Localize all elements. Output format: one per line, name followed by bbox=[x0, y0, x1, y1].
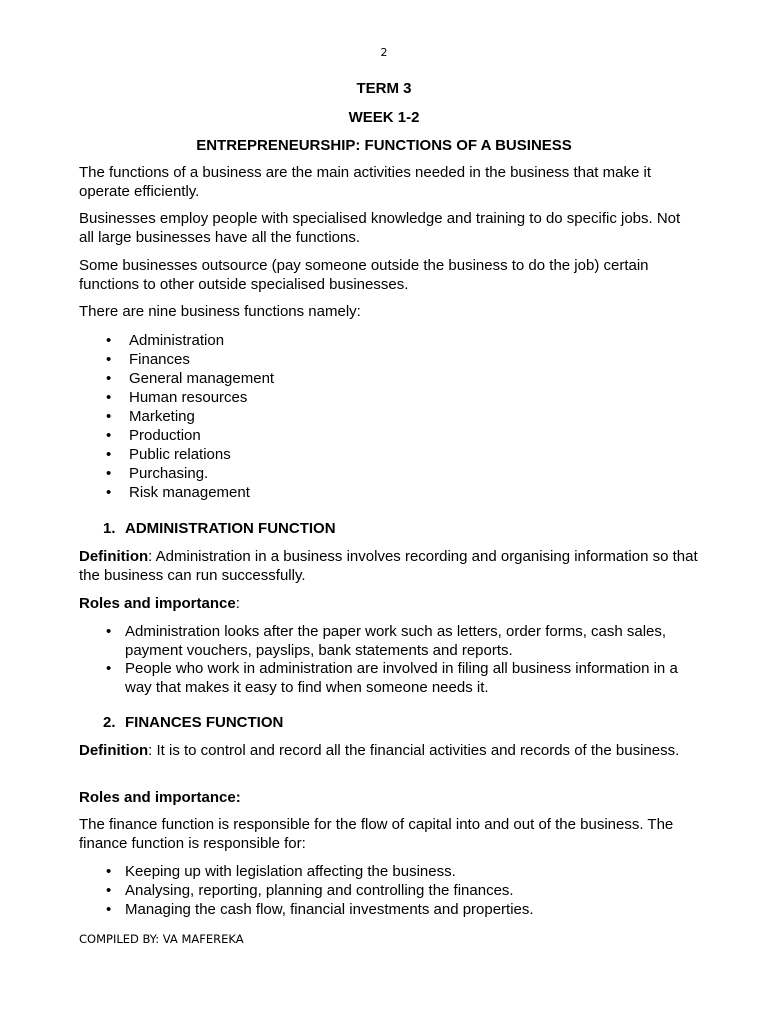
bullet-icon: • bbox=[106, 465, 112, 482]
list-item: • Administration bbox=[106, 332, 225, 349]
bullet-icon: • bbox=[106, 332, 112, 349]
bullet-icon: • bbox=[106, 446, 112, 463]
week-heading: WEEK 1-2 bbox=[348, 109, 420, 126]
bullet-icon: • bbox=[106, 408, 112, 425]
roles-label: Roles and importance: bbox=[79, 789, 241, 806]
list-item: • Analysing, reporting, planning and controlling the finances. bbox=[106, 882, 514, 899]
list-item: • Keeping up with legislation affecting the business. bbox=[106, 863, 456, 880]
definition-text: : It is to control and record all the financial activities and records of the business. bbox=[148, 742, 680, 759]
bullet-icon: • bbox=[106, 427, 112, 444]
bullet-icon: • bbox=[106, 882, 112, 899]
bullet-icon: • bbox=[106, 863, 112, 880]
finances-roles-heading bbox=[79, 789, 699, 808]
definition-label: Definition bbox=[79, 742, 149, 759]
intro-paragraph-1: The functions of a business are the main activities needed in the business that make it operate efficiently. bbox=[79, 164, 651, 200]
list-item: • Risk management bbox=[106, 484, 250, 501]
functions-list bbox=[106, 331, 275, 502]
intro-paragraph-4: There are nine business functions namely: bbox=[79, 303, 361, 320]
list-item: • Human resources bbox=[106, 389, 248, 406]
list-item: • People who work in administration are involved in filing all business information in a way that makes it easy to find when someone needs it. bbox=[106, 660, 678, 696]
bullet-icon: • bbox=[106, 660, 112, 677]
list-item: • Finances bbox=[106, 351, 190, 368]
administration-definition bbox=[79, 548, 699, 585]
list-item: • Managing the cash flow, financial investments and properties. bbox=[106, 901, 534, 918]
bullet-icon: • bbox=[106, 623, 112, 640]
page-number: 2 bbox=[380, 46, 388, 59]
roles-label: Roles and importance bbox=[79, 595, 236, 612]
document-title: ENTREPRENEURSHIP: FUNCTIONS OF A BUSINESS bbox=[196, 137, 572, 154]
finances-roles-list bbox=[106, 862, 695, 919]
section-number: 1. bbox=[103, 520, 116, 537]
bullet-icon: • bbox=[106, 484, 112, 501]
bullet-icon: • bbox=[106, 901, 112, 918]
section-number: 2. bbox=[103, 714, 116, 731]
definition-label: Definition bbox=[79, 548, 149, 565]
list-item: • Public relations bbox=[106, 446, 231, 463]
list-item: • General management bbox=[106, 370, 275, 387]
administration-roles-list bbox=[106, 623, 695, 697]
list-item: • Marketing bbox=[106, 408, 195, 425]
finances-paragraph: The finance function is responsible for the flow of capital into and out of the business. The finance function is responsible for: bbox=[79, 816, 674, 852]
definition-text: : Administration in a business involves recording and organising information so that the business can run successfully. bbox=[79, 548, 698, 584]
term-heading: TERM 3 bbox=[356, 80, 412, 97]
list-item: • Purchasing. bbox=[106, 465, 209, 482]
list-item: • Production bbox=[106, 427, 201, 444]
bullet-icon: • bbox=[106, 351, 112, 368]
section-title: FINANCES FUNCTION bbox=[125, 714, 284, 731]
footer-compiled-by: COMPILED BY: VA MAFEREKA bbox=[79, 932, 244, 946]
section-title: ADMINISTRATION FUNCTION bbox=[125, 520, 336, 537]
finances-definition bbox=[79, 742, 699, 761]
bullet-icon: • bbox=[106, 370, 112, 387]
list-item: • Administration looks after the paper work such as letters, order forms, cash sales, payment vouchers, payslips, bank statements and reports. bbox=[106, 623, 667, 659]
intro-paragraph-2: Businesses employ people with specialised knowledge and training to do specific jobs. Not all large businesses have all the functions. bbox=[79, 210, 681, 246]
administration-roles-heading: Roles and importance: bbox=[79, 595, 240, 612]
intro-paragraph-3: Some businesses outsource (pay someone outside the business to do the job) certain functions to other outside specialised businesses. bbox=[79, 257, 649, 293]
bullet-icon: • bbox=[106, 389, 112, 406]
